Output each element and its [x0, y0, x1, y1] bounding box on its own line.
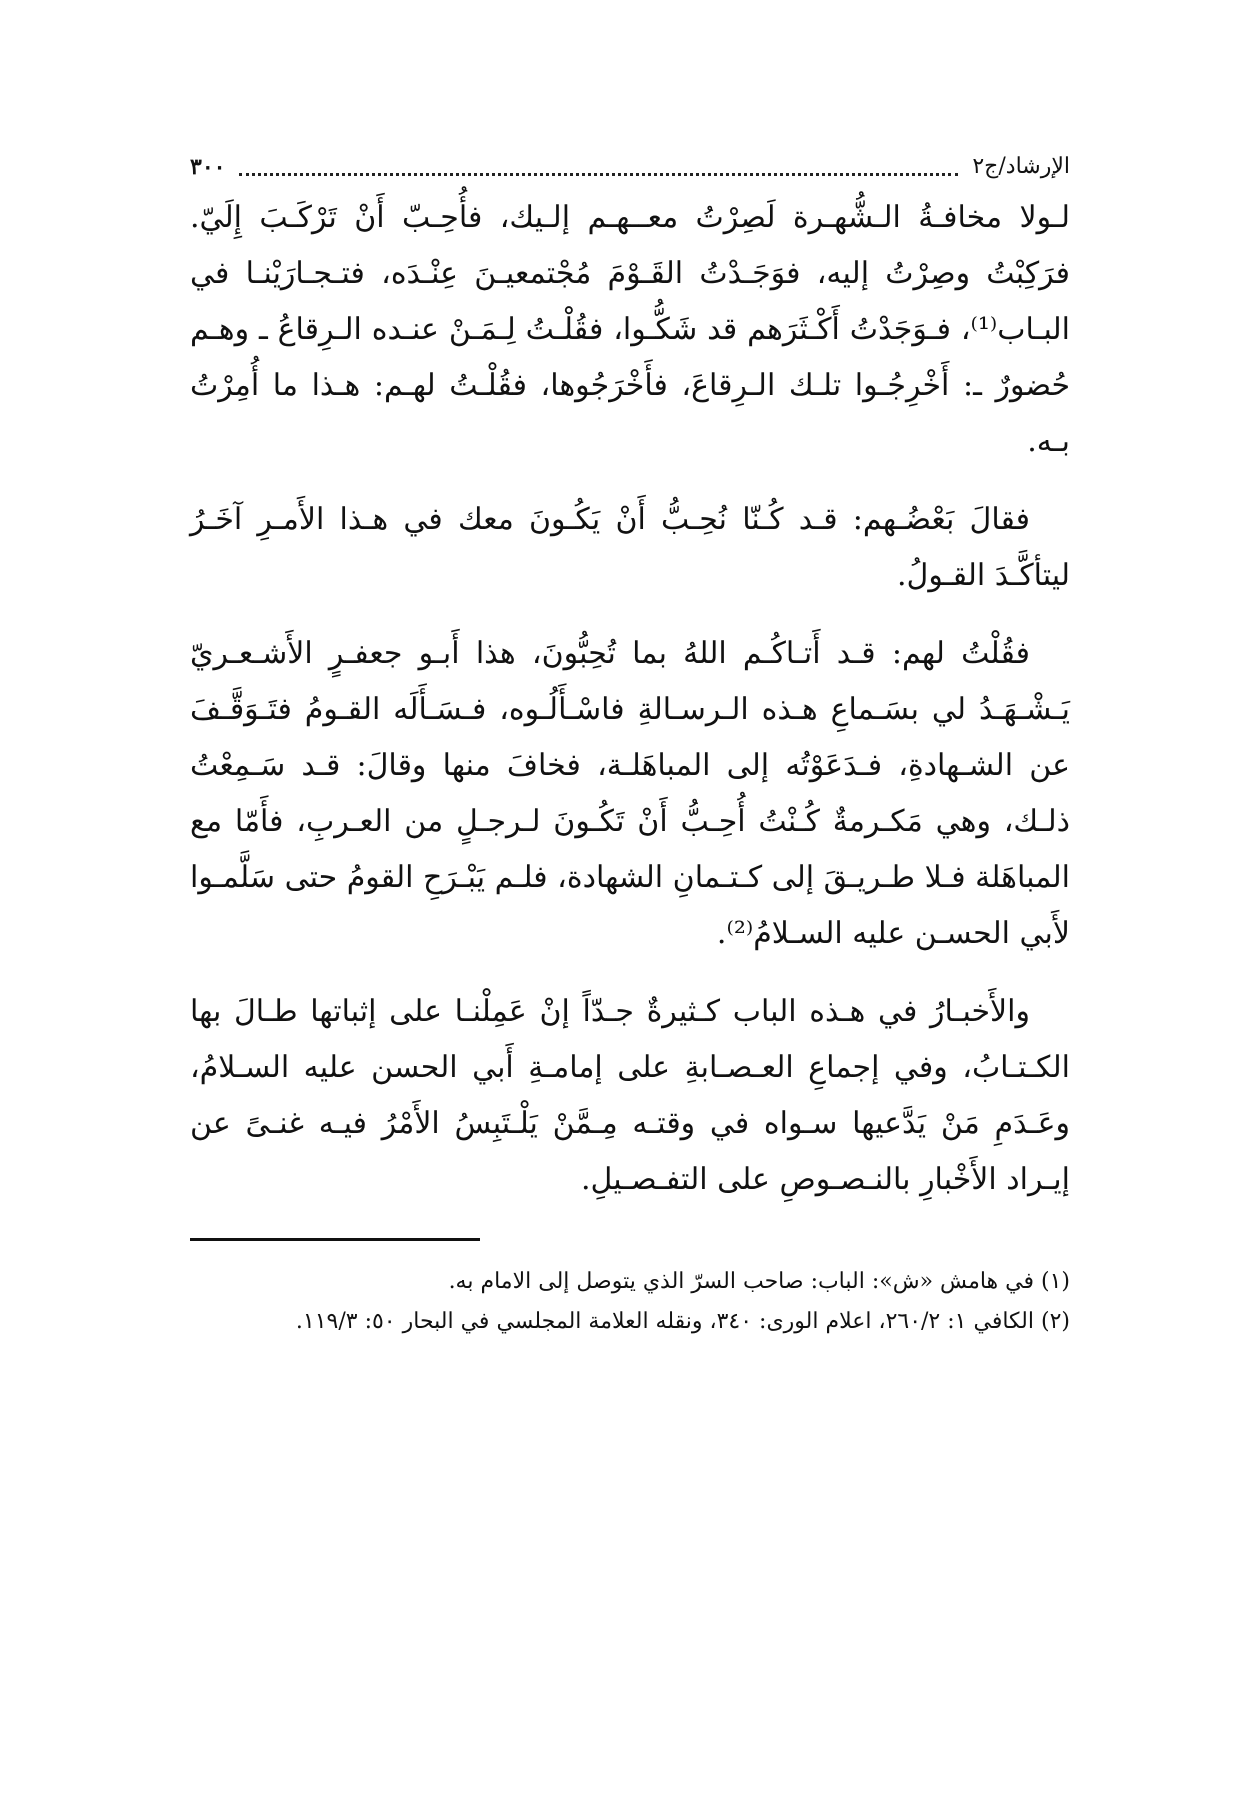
- footnote: (١) في هامش «ش»: الباب: صاحب السرّ الذي يتوصل إلى الامام به.: [448, 1269, 1070, 1294]
- page-number: ٣٠٠: [190, 154, 226, 180]
- main-text: [190, 190, 1070, 1208]
- footnotes: [190, 1262, 1070, 1342]
- paragraph: فقُلْتُ لهم: قـد أَتـاكُـم اللهُ بما تُحِبُّونَ، هذا أَبـو جعفـرٍ الأَشـعـريّ يَـشْـهَـدُ لي بسَـماعِ هـذه الـرسـالةِ فاسْـأَلُـوه، فـسَـأَلَه القـومُ فتَـوَقَّـفَ عن الشـهادةِ، فـدَعَوْتُه إلى المباهَلـة، فخافَ منها وقالَ: قـد سَـمِعْتُ ذلـك، وهي مَكـرمةٌ كُـنْتُ أُحِـبُّ أَنْ تَكُـونَ لـرجـلٍ من العـربِ، فأَمّا مع المباهَلة فـلا طـريـقَ إلى كـتـمانِ الشهادة، فلـم يَبْـرَحِ القومُ حتى سَلَّمـوا لأَبي الحسـن عليه السـلامُ⁽²⁾.: [190, 636, 1070, 951]
- paragraph: فقالَ بَعْضُـهم: قـد كُـنّا نُحِـبُّ أَنْ يَكُـونَ معك في هـذا الأَمـرِ آخَـرُ ليتأكَّـدَ القـولُ.: [190, 502, 1070, 593]
- running-title: الإرشاد/ج٢: [972, 154, 1070, 179]
- paragraph: والأَخبـارُ في هـذه الباب كـثيرةٌ جـدّاً إنْ عَمِلْنـا على إثباتها طـالَ بها الكـتـابُ، وفي إجماعِ العـصـابةِ على إمامـةِ أَبي الحسن عليه السـلامُ، وعَـدَمِ مَنْ يَدَّعيها سـواه في وقتـه مِـمَّنْ يَلْـتَبِسُ الأَمْرُ فيـه غنـىً عن إيـراد الأَخْبارِ بالنـصـوصِ على التفـصـيلِ.: [190, 994, 1070, 1197]
- paragraph: لـولا مخافـةُ الـشُّهـرة لَصِرْتُ معــهـم إلـيك، فأُحِـبّ أَنْ تَرْكَـبَ إِلَيّ. فرَكِبْتُ وصِرْتُ إليه، فوَجَـدْتُ القَـوْمَ مُجْتمعيـنَ عِنْـدَه، فتـجـارَيْنـا في البـاب⁽¹⁾، فـوَجَدْتُ أَكْـثَرَهم قد شَكُّـوا، فقُلْـتُ لِـمَـنْ عنـده الـرِقاعُ ـ وهـم حُضورٌ ـ: أَخْرِجُـوا تلـك الـرِقاعَ، فأَخْرَجُوها، فقُلْـتُ لهـم: هـذا ما أُمِرْتُ بـه.: [190, 200, 1070, 459]
- footnote-separator: [190, 1238, 480, 1241]
- running-header: [190, 150, 1070, 184]
- footnote: (٢) الكافي ١: ٢٦٠/٢، اعلام الورى: ٣٤٠، ونقله العلامة المجلسي في البحار ٥٠: ١١٩/٣.: [295, 1309, 1070, 1334]
- page-body: [190, 150, 1070, 1208]
- dot-leader: [239, 159, 958, 176]
